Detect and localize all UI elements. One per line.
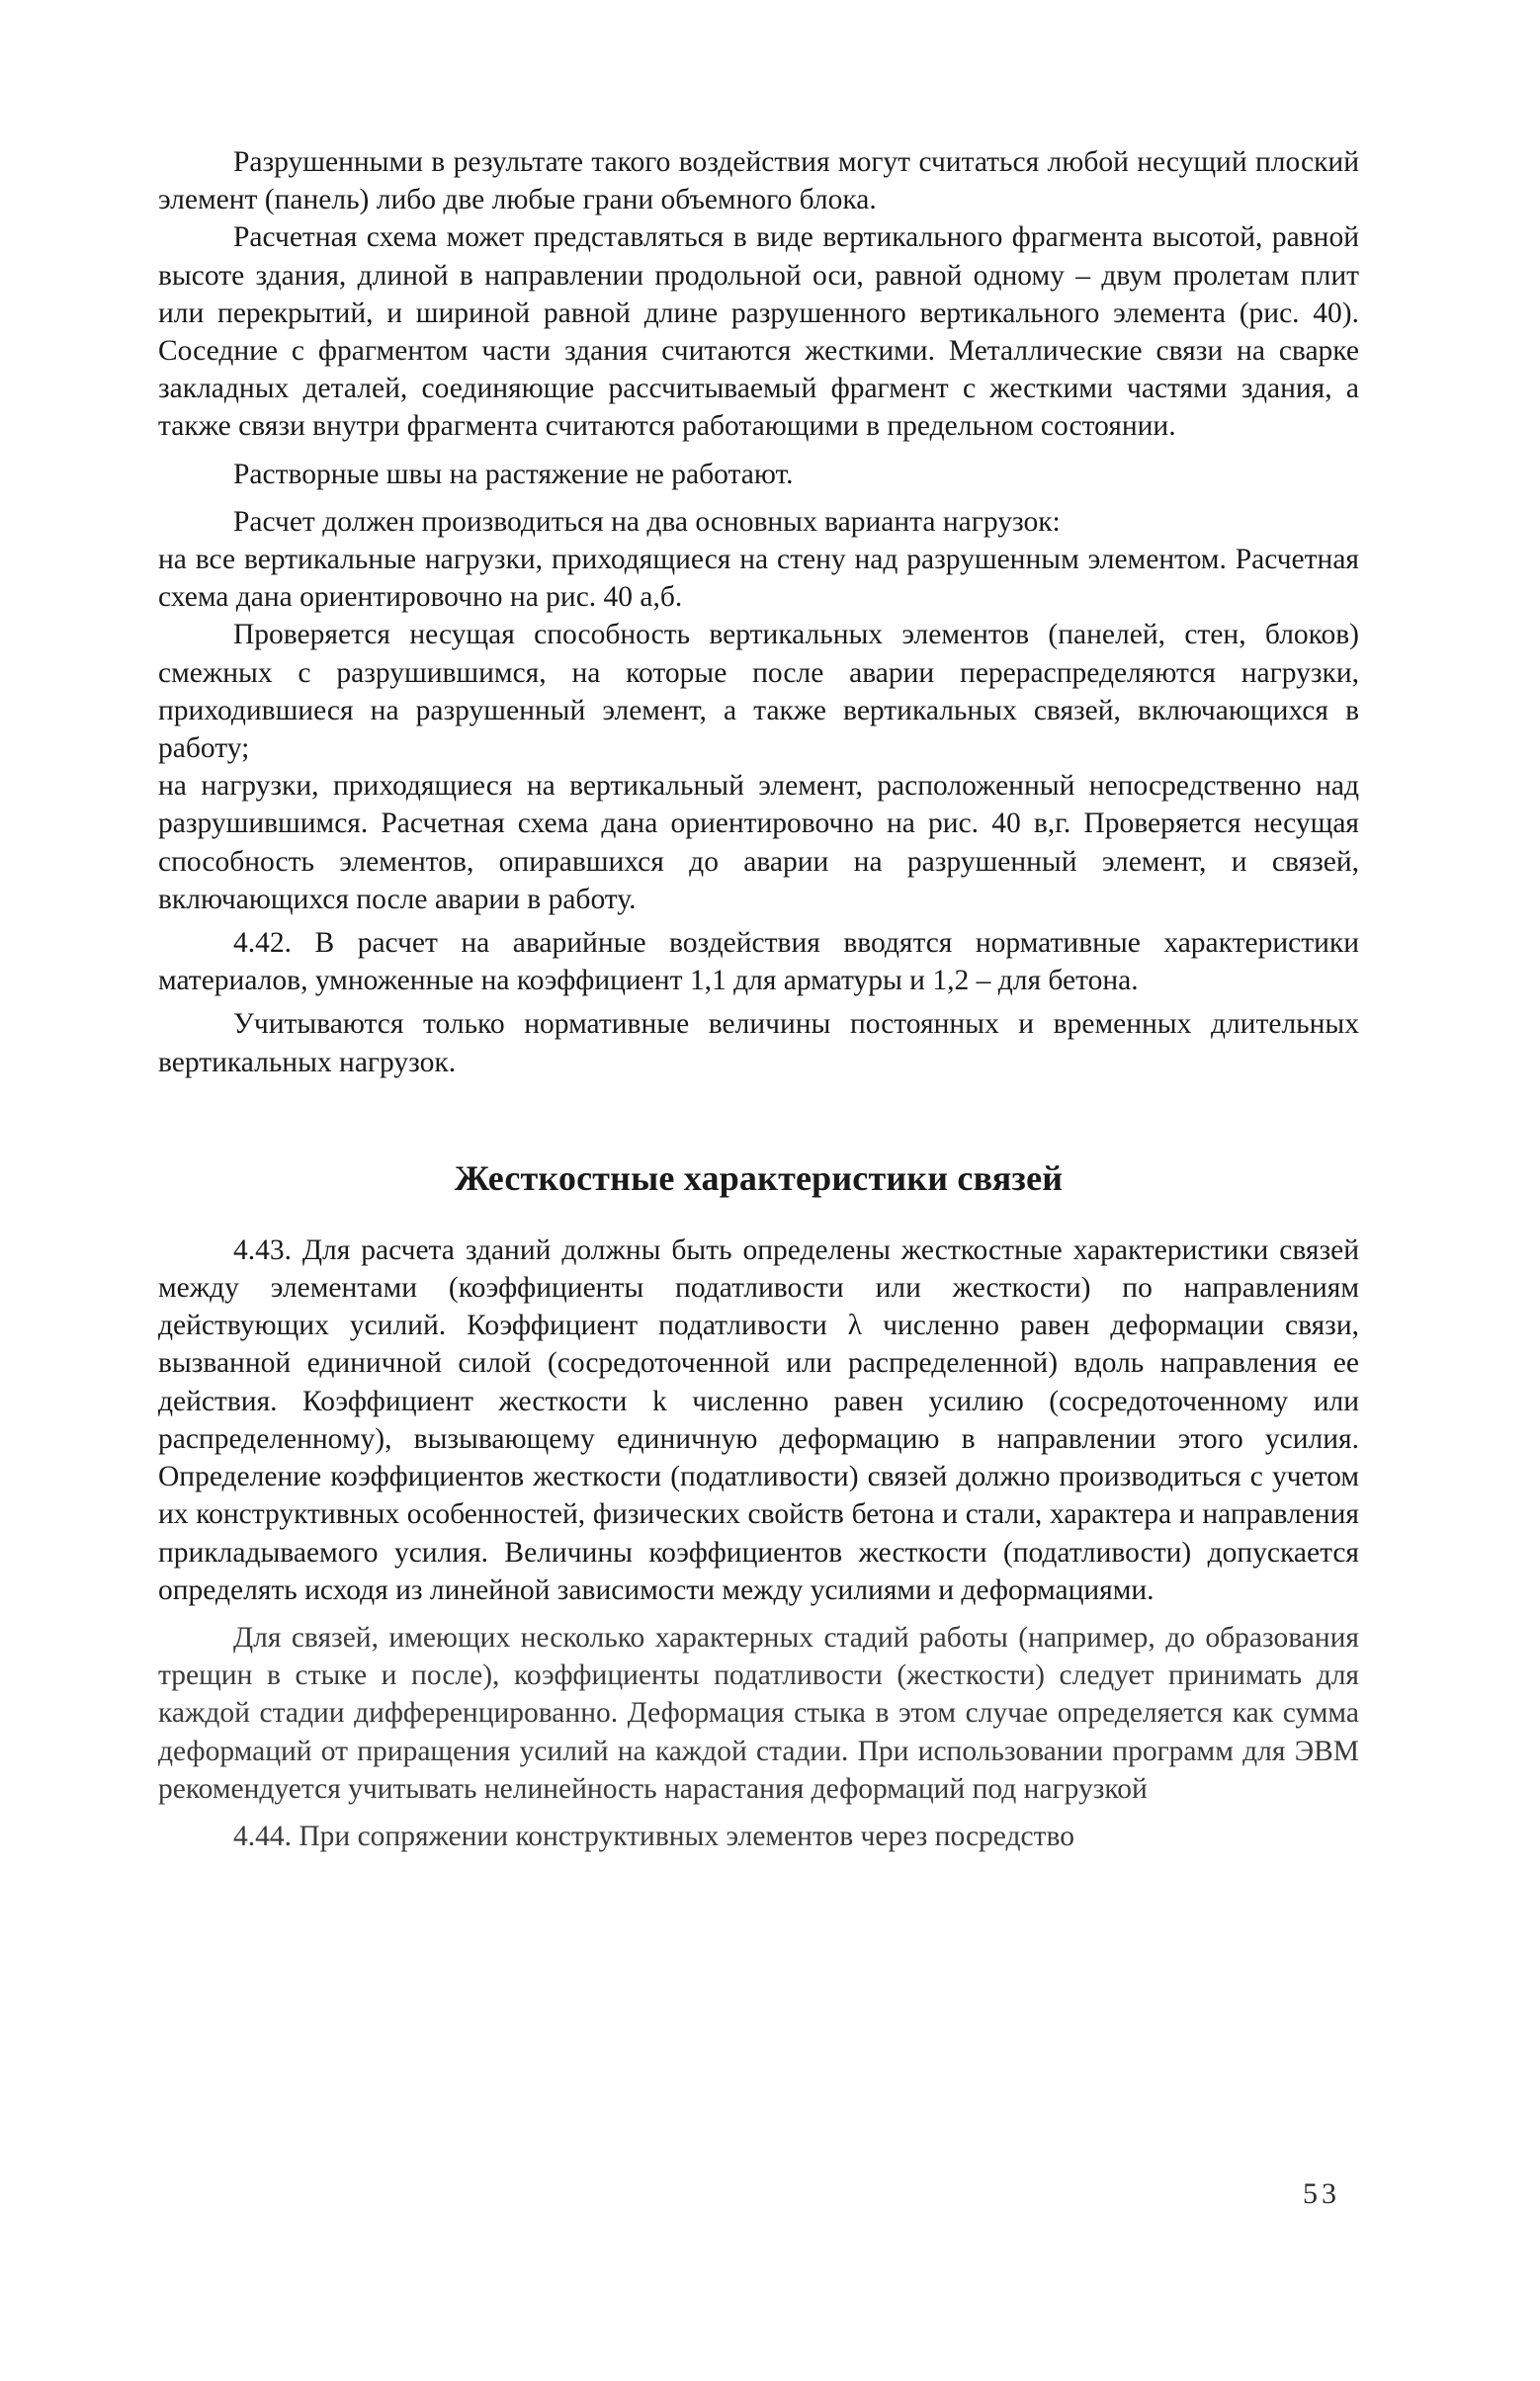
paragraph-mortar-joints: Растворные швы на растяжение не работают. xyxy=(233,458,794,490)
paragraph-clause-4-44: 4.44. При сопряжении конструктивных элементов через посредство xyxy=(233,1820,1074,1852)
paragraph-normative-loads: Учитываются только нормативные величины постоянных и временных длительных вертикальных нагрузок. xyxy=(158,1008,1359,1078)
paragraph-clause-4-43: 4.43. Для расчета зданий должны быть определены жесткостные характеристики связей между элементами (коэффициенты податливости или жесткости) по направлениям действующих усилий. Коэффициент податливости λ численно равен деформации связи, вызванной единичной силой (сосредоточенной или распределенной) вдоль направления ее действия. Коэффициент жесткости k численно равен усилию (сосредоточенному или распределенному), вызывающему единичную деформацию в направлении этого усилия. Определение коэффициентов жесткости (податливости) связей должно производиться с учетом их конструктивных особенностей, физических свойств бетона и стали, характера и направления прикладываемого усилия. Величины коэффициентов жесткости (податливости) допускается определять исходя из линейной зависимости между усилиями и деформациями. xyxy=(158,1233,1359,1606)
page-text-block xyxy=(158,143,1359,1855)
paragraph-bearing-capacity: Проверяется несущая способность вертикальных элементов (панелей, стен, блоков) смежных с разрушившимся, на которые после аварии перераспределяются нагрузки, приходившиеся на разрушенный элемент, а также вертикальных связей, включающихся в работу; xyxy=(158,619,1359,765)
paragraph-design-scheme: Расчетная схема может представляться в виде вертикального фрагмента высотой, равной высоте здания, длиной в направлении продольной оси, равной одному – двум пролетам плит или перекрытий, и шириной равной длине разрушенного вертикального элемента (рис. 40). Соседние с фрагментом части здания считаются жесткими. Металлические связи на сварке закладных деталей, соединяющие рассчитываемый фрагмент с жесткими частями здания, а также связи внутри фрагмента считаются работающими в предельном состоянии. xyxy=(158,221,1359,443)
paragraph-load-variants: Расчет должен производиться на два основных варианта нагрузок: xyxy=(233,505,1061,538)
section-heading: Жесткостные характеристики связей xyxy=(454,1157,1064,1198)
paragraph-destroyed-elements: Разрушенными в результате такого воздействия могут считаться любой несущий плоский элемент (панель) либо две любые грани объемного блока. xyxy=(158,146,1359,216)
page-number: 53 xyxy=(1303,2177,1340,2210)
paragraph-loads-above: на нагрузки, приходящиеся на вертикальный элемент, расположенный непосредственно над разрушившимся. Расчетная схема дана ориентировочно на рис. 40 в,г. Проверяется несущая способность элементов, опиравшихся до аварии на разрушенный элемент, и связей, включающихся после аварии в работу. xyxy=(158,770,1359,915)
paragraph-stage-work: Для связей, имеющих несколько характерных стадий работы (например, до образования трещин в стыке и после), коэффициенты податливости (жесткости) следует принимать для каждой стадии дифференцированно. Деформация стыка в этом случае определяется как сумма деформаций от приращения усилий на каждой стадии. При использовании программ для ЭВМ рекомендуется учитывать нелинейность нарастания деформаций под нагрузкой xyxy=(158,1621,1359,1805)
paragraph-clause-4-42: 4.42. В расчет на аварийные воздействия вводятся нормативные характеристики материалов, умноженные на коэффициент 1,1 для арматуры и 1,2 – для бетона. xyxy=(158,927,1359,997)
paragraph-vertical-loads: на все вертикальные нагрузки, приходящиеся на стену над разрушенным элементом. Расчетная схема дана ориентировочно на рис. 40 а,б. xyxy=(158,544,1359,614)
